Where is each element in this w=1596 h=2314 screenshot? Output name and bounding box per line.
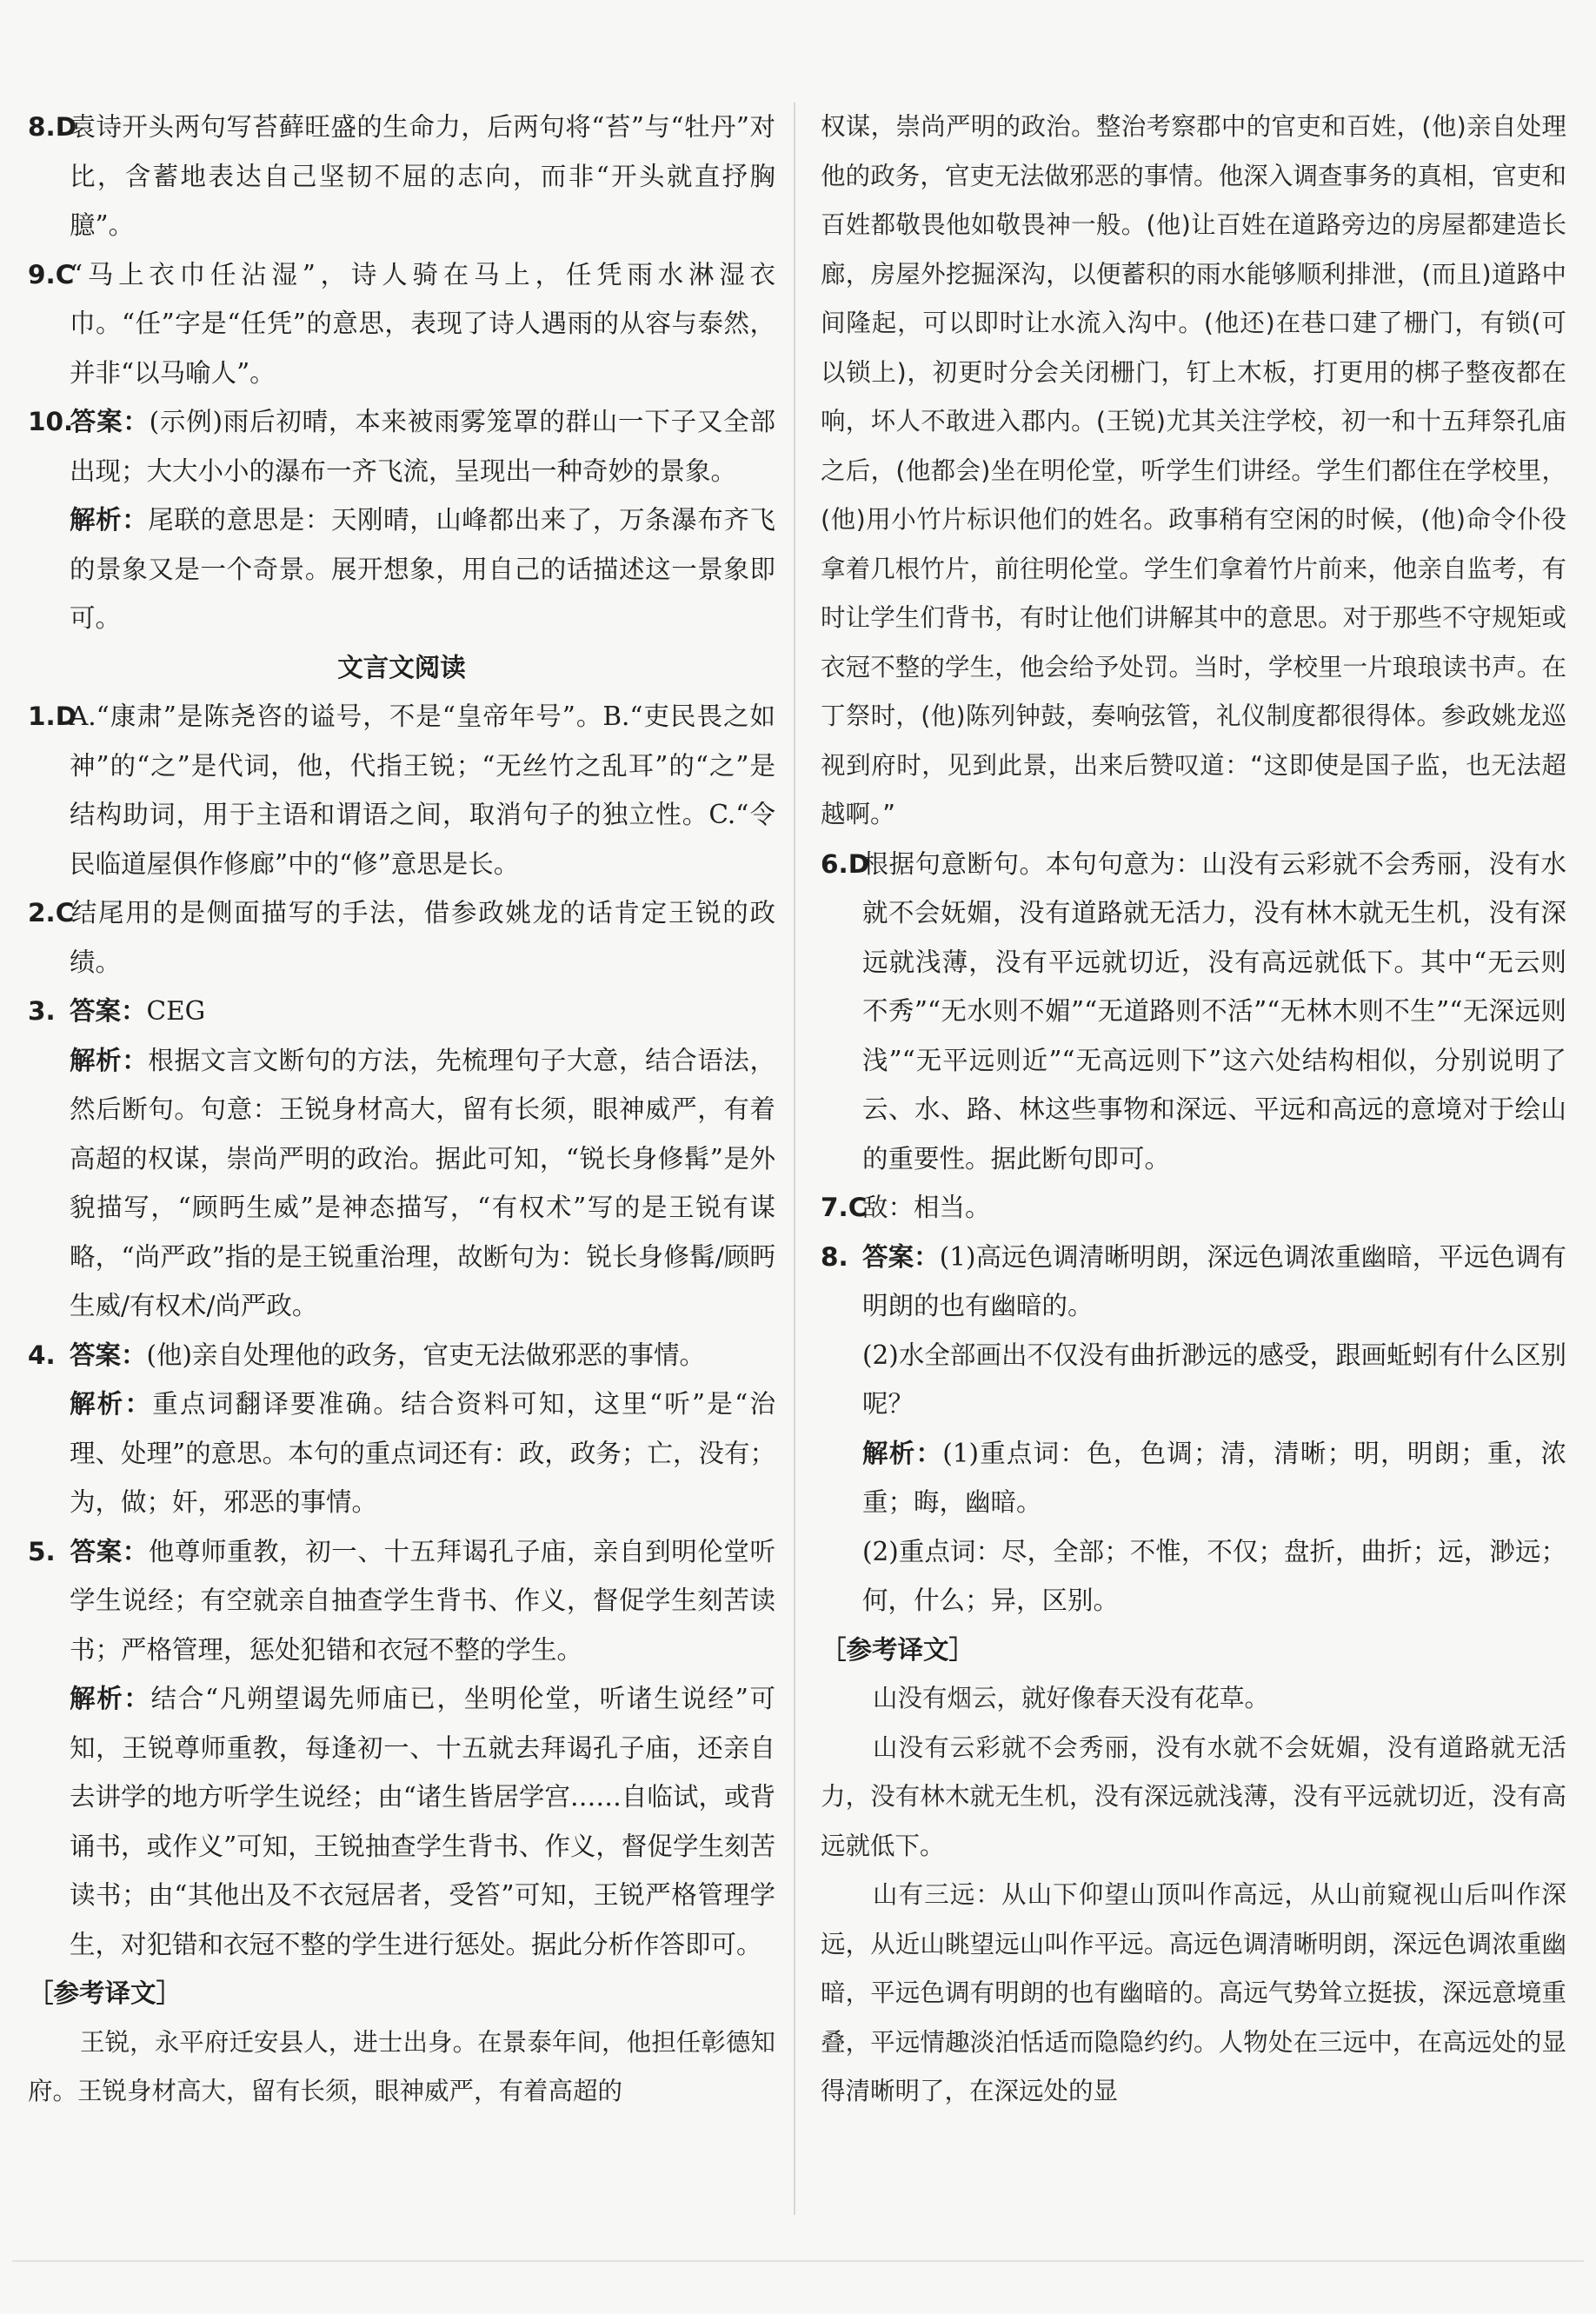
item-number: 1.D (28, 702, 77, 731)
analysis-w8 (821, 1429, 1566, 1527)
answer-text: 他尊师重教，初一、十五拜谒孔子庙，亲自到明伦堂听学生说经；有空就亲自抽查学生背书、作义，督促学生刻苦读书；严格管理，惩处犯错和衣冠不整的学生。 (70, 1536, 775, 1665)
left-column (28, 103, 775, 2117)
translation-paragraph: 王锐，永平府迁安县人，进士出身。在景泰年间，他担任彰德知府。王锐身材高大，留有长须，眼神威严，有着高超的 (28, 2027, 775, 2105)
item-number: 8. (821, 1241, 848, 1272)
analysis-label: 解析： (70, 1389, 153, 1419)
analysis-text: 重点词翻译要准确。结合资料可知，这里“听”是“治理、处理”的意思。本句的重点词还有：政，政务；亡，没有；为，做；奸，邪恶的事情。 (70, 1389, 775, 1517)
answer-w8-part2: (2)水全部画出不仅没有曲折渺远的感受，跟画蚯蚓有什么区别呢？ (862, 1340, 1566, 1419)
item-number: 2.C (28, 898, 75, 928)
item-number: 8.D (28, 112, 77, 142)
answer-label: 答案： (70, 996, 147, 1026)
answer-item-w4 (28, 1331, 775, 1380)
translation-paragraph: 山有三远：从山下仰望山顶叫作高远，从山前窥视山后叫作深远，从近山眺望远山叫作平远。高远色调清晰明朗，深远色调浓重幽暗，平远色调有明朗的也有幽暗的。高远气势耸立挺拔，深远意境重叠，平远情趣淡泊恬适而隐隐约约。人物处在三远中，在高远处的显得清晰明了，在深远处的显 (821, 1880, 1566, 2105)
item-number: 4. (28, 1340, 56, 1370)
item-text: 袁诗开头两句写苔藓旺盛的生命力，后两句将“苔”与“牡丹”对比，含蓄地表达自己坚韧不屈的志向，而非“开头就直抒胸臆”。 (70, 112, 775, 240)
item-number: 9.C (28, 259, 75, 289)
item-number: 7.C (821, 1193, 868, 1222)
section-title: 文言文阅读 (337, 652, 466, 682)
item-number: 5. (28, 1536, 56, 1566)
answer-item-w5 (28, 1527, 775, 1675)
translation-title: ［参考译文］ (821, 1634, 975, 1665)
answer-text: (1)高远色调清晰明朗，深远色调浓重幽暗，平远色调有明朗的也有幽暗的。 (862, 1241, 1566, 1320)
answer-text: (他)亲自处理他的政务，官吏无法做邪恶的事情。 (146, 1340, 706, 1370)
item-text: 根据句意断句。本句句意为：山没有云彩就不会秀丽，没有水就不会妩媚，没有道路就无活力，没有林木就无生机，没有深远就浅薄，没有平远就切近，没有高远就低下。其中“无云则不秀”“无水则不媚”“无道路则不活”“无林木则不生”“无深远则浅”“无平远则近”“无高远则下”这六处结构相似，分别说明了云、水、路、林这些事物和深远、平远和高远的意境对于绘山的重要性。据此断句即可。 (862, 848, 1566, 1174)
item-text: 结尾用的是侧面描写的手法，借参政姚龙的话肯定王锐的政绩。 (70, 898, 775, 977)
answer-label: 答案： (862, 1241, 940, 1272)
answer-item-w7 (821, 1183, 1566, 1233)
analysis-label: 解析： (70, 505, 149, 535)
analysis-text: 结合“凡朔望谒先师庙已，坐明伦堂，听诸生说经”可知，王锐尊师重教，每逢初一、十五就去拜谒孔子庙，还亲自去讲学的地方听学生说经；由“诸生皆居学宫……自临试，或背诵书，或作义”可知，王锐抽查学生背书、作义，督促学生刻苦读书；由“其他出及不衣冠居者，受笞”可知，王锐严格管理学生，对犯错和衣冠不整的学生进行惩处。据此分析作答即可。 (70, 1684, 775, 1959)
analysis-label: 解析： (70, 1045, 149, 1075)
answer-label: 答案： (70, 1536, 149, 1566)
translation-paragraph: 山没有烟云，就好像春天没有花草。 (873, 1684, 1270, 1712)
answer-item-w1 (28, 692, 775, 888)
analysis-w8-part2: (2)重点词：尽，全部；不惟，不仅；盘折，曲折；远，渺远；何，什么；异，区别。 (862, 1536, 1566, 1615)
item-number: 6.D (821, 848, 870, 879)
answer-item-w6 (821, 840, 1566, 1184)
item-text: 敌：相当。 (862, 1193, 991, 1222)
translation-continued: 权谋，崇尚严明的政治。整治考察郡中的官吏和百姓，(他)亲自处理他的政务，官吏无法做邪恶的事情。他深入调查事务的真相，官吏和百姓都敬畏他如敬畏神一般。(他)让百姓在道路旁边的房屋都建造长廊，房屋外挖掘深沟，以便蓄积的雨水能够顺利排泄，(而且)道路中间隆起，可以即时让水流入沟中。(他还)在巷口建了栅门，有锁(可以锁上)，初更时分会关闭栅门，钉上木板，打更用的梆子整夜都在响，坏人不敢进入郡内。(王锐)尤其关注学校，初一和十五拜祭孔庙之后，(他都会)坐在明伦堂，听学生们讲经。学生们都住在学校里，(他)用小竹片标识他们的姓名。政事稍有空闲的时候，(他)命令仆役拿着几根竹片，前往明伦堂。学生们拿着竹片前来，他亲自监考，有时让学生们背书，有时让他们讲解其中的意思。对于那些不守规矩或衣冠不整的学生，他会给予处罚。当时，学校里一片琅琅读书声。在丁祭时，(他)陈列钟鼓，奏响弦管，礼仪制度都很得体。参政姚龙巡视到府时，见到此景，出来后赞叹道：“这即使是国子监，也无法超越啊。” (821, 112, 1566, 828)
analysis-text: 根据文言文断句的方法，先梳理句子大意，结合语法，然后断句。句意：王锐身材高大，留有长须，眼神威严，有着高超的权谋，崇尚严明的政治。据此可知，“锐长身修髯”是外貌描写，“顾眄生威”是神态描写，“有权术”写的是王锐有谋略，“尚严政”指的是王锐重治理，故断句为：锐长身修髯/顾眄生威/有权术/尚严政。 (70, 1045, 775, 1320)
answer-item-9 (28, 250, 775, 398)
answer-item-w2 (28, 888, 775, 987)
analysis-text: 尾联的意思是：天刚晴，山峰都出来了，万条瀑布齐飞的景象又是一个奇景。展开想象，用自己的话描述这一景象即可。 (70, 505, 775, 633)
answer-label: 答案： (70, 407, 150, 436)
analysis-label: 解析： (862, 1438, 943, 1468)
bottom-rule (12, 2260, 1584, 2262)
answer-item-w3 (28, 987, 775, 1036)
analysis-label: 解析： (70, 1684, 151, 1713)
analysis-text: (1)重点词：色，色调；清，清晰；明，明朗；重，浓重；晦，幽暗。 (862, 1438, 1566, 1517)
analysis-w5 (28, 1674, 775, 1969)
answer-item-8 (28, 103, 775, 250)
item-number: 3. (28, 996, 56, 1026)
answer-item-w8 (821, 1233, 1566, 1331)
column-divider (794, 103, 795, 2215)
analysis-10 (28, 495, 775, 643)
translation-title: ［参考译文］ (28, 1978, 183, 2008)
answer-text: (示例)雨后初晴，本来被雨雾笼罩的群山一下子又全部出现；大大小小的瀑布一齐飞流，呈现出一种奇妙的景象。 (70, 407, 775, 486)
analysis-w4 (28, 1380, 775, 1527)
analysis-w3 (28, 1036, 775, 1331)
translation-paragraph: 山没有云彩就不会秀丽，没有水就不会妩媚，没有道路就无活力，没有林木就无生机，没有深远就浅薄，没有平远就切近，没有高远就低下。 (821, 1732, 1566, 1860)
answer-item-10 (28, 397, 775, 495)
answer-label: 答案： (70, 1340, 147, 1370)
answer-text: CEG (146, 996, 206, 1026)
item-text: A.“康肃”是陈尧咨的谥号，不是“皇帝年号”。B.“吏民畏之如神”的“之”是代词，他，代指王锐；“无丝竹之乱耳”的“之”是结构助词，用于主语和谓语之间，取消句子的独立性。C.“令民临道屋俱作修廊”中的“修”意思是长。 (70, 702, 775, 879)
right-column (821, 103, 1566, 2117)
item-text: “马上衣巾任沾湿”，诗人骑在马上，任凭雨水淋湿衣巾。“任”字是“任凭”的意思，表现了诗人遇雨的从容与泰然，并非“以马喻人”。 (70, 259, 775, 388)
item-number: 10. (28, 407, 74, 436)
